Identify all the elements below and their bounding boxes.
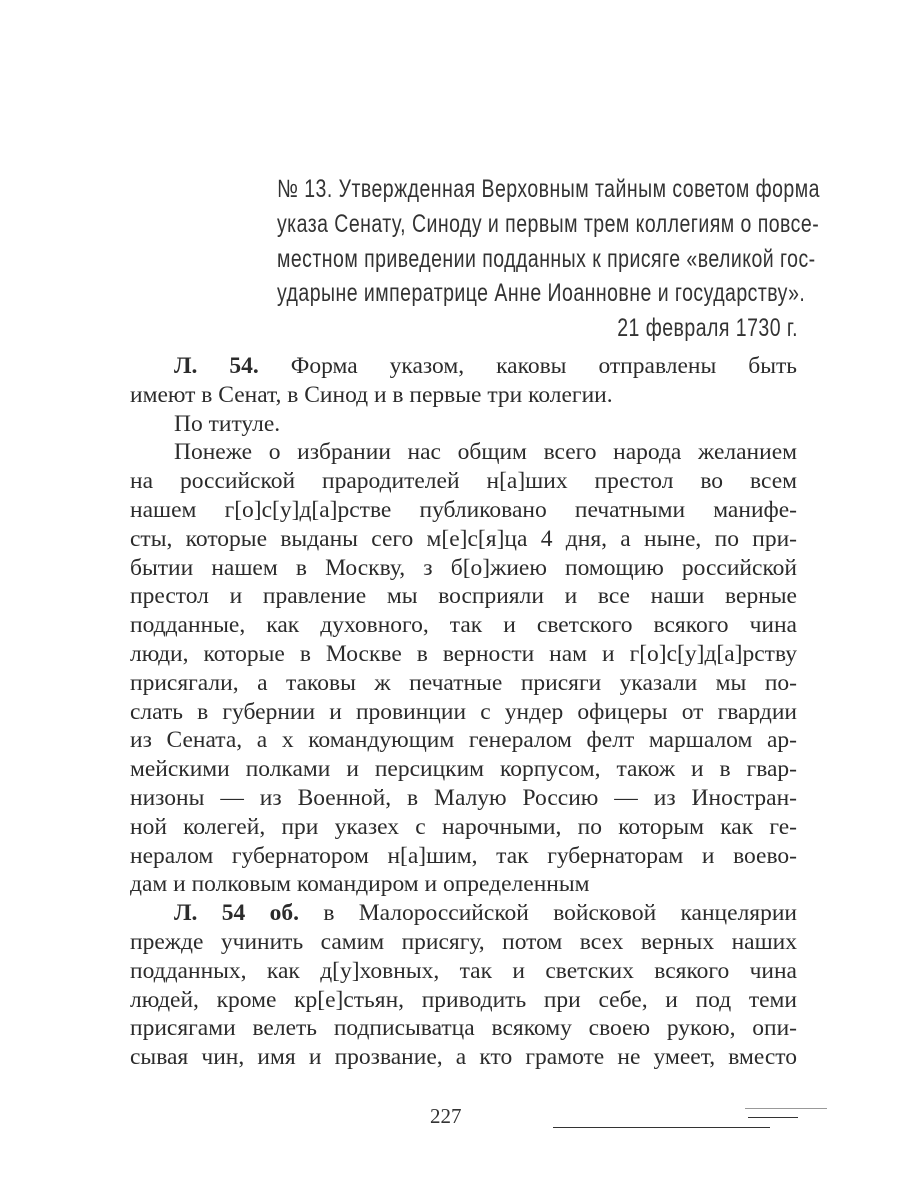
heading-date: 21 февраля 1730 г.	[617, 314, 798, 343]
text-line: По титуле.	[174, 410, 281, 437]
document-heading	[130, 172, 820, 346]
text-line: прежде учинить самим присягу, потом всех верных наших	[130, 928, 797, 955]
folio-marker: Л. 54 об.	[174, 900, 299, 927]
text-line: люди, которые в Москве в верности нам и г[о]с[у]д[а]рству	[130, 640, 797, 667]
text-line	[130, 899, 797, 928]
text-line: ной колегей, при указех с нарочными, по которым как ге-	[130, 813, 797, 840]
text-line: сывая чин, имя и прозвание, а кто грамоте не умеет, вместо	[130, 1044, 797, 1071]
heading-line: местном приведении подданных к присяге «великой гос-	[276, 244, 816, 273]
text-line: нашем г[о]с[у]д[а]рстве публиковано печатными манифе-	[130, 496, 797, 523]
text-line: низоны — из Военной, в Малую Россию — из Иностран-	[130, 784, 797, 811]
text-line: бытии нашем в Москву, з б[о]жиею помощию российской	[130, 554, 797, 581]
footer-rule-short	[748, 1117, 798, 1118]
text-line: подданных, как д[у]ховных, так и светских всякого чина	[130, 957, 797, 984]
folio-marker: Л. 54.	[174, 353, 259, 379]
text-line: имеют в Сенат, в Синод и в первые три колегии.	[130, 381, 613, 408]
text-line: на российской прародителей н[а]ших престол во всем	[130, 468, 797, 495]
text-line: из Сената, а х командующим генералом фелт маршалом ар-	[130, 727, 797, 754]
text-fragment: Форма указом, каковы отправлены быть	[290, 353, 797, 379]
heading-line: № 13. Утвержденная Верховным тайным советом форма	[276, 175, 820, 203]
footer-rule-light	[745, 1108, 827, 1109]
text-line: подданные, как духовного, так и светского всякого чина	[130, 612, 797, 639]
text-line: престол и правление мы восприяли и все наши верные	[130, 583, 797, 610]
text-line: слать в губернии и провинции с ундер офицеры от гвардии	[130, 698, 797, 725]
heading-line: ударыне императрице Анне Иоанновне и государству».	[276, 279, 806, 308]
text-line: сты, которые выданы сего м[е]с[я]ца 4 дня, а ныне, по при-	[130, 525, 797, 552]
text-line	[130, 352, 797, 381]
text-line: мейскими полками и персицким корпусом, також и в гвар-	[130, 756, 797, 783]
footer-rule	[553, 1127, 770, 1128]
text-line: Понеже о избрании нас общим всего народа желанием	[174, 439, 797, 466]
text-line: людей, кроме кр[е]стьян, приводить при себе, и под теми	[130, 986, 797, 1013]
page-number: 227	[430, 1104, 462, 1128]
text-fragment: в Малороссийской войсковой канцелярии	[323, 900, 798, 927]
text-line: дам и полковым командиром и определенным	[130, 871, 590, 898]
text-line: присягали, а таковы ж печатные присяги указали мы по-	[130, 669, 797, 696]
heading-line: указа Сенату, Синоду и первым трем коллегиям о повсе-	[276, 209, 820, 238]
document-body	[130, 352, 797, 1072]
text-line: присягами велеть подписыватца всякому своею рукою, опи-	[130, 1015, 797, 1042]
text-line: нералом губернатором н[а]шим, так губернаторам и воево-	[130, 842, 797, 869]
